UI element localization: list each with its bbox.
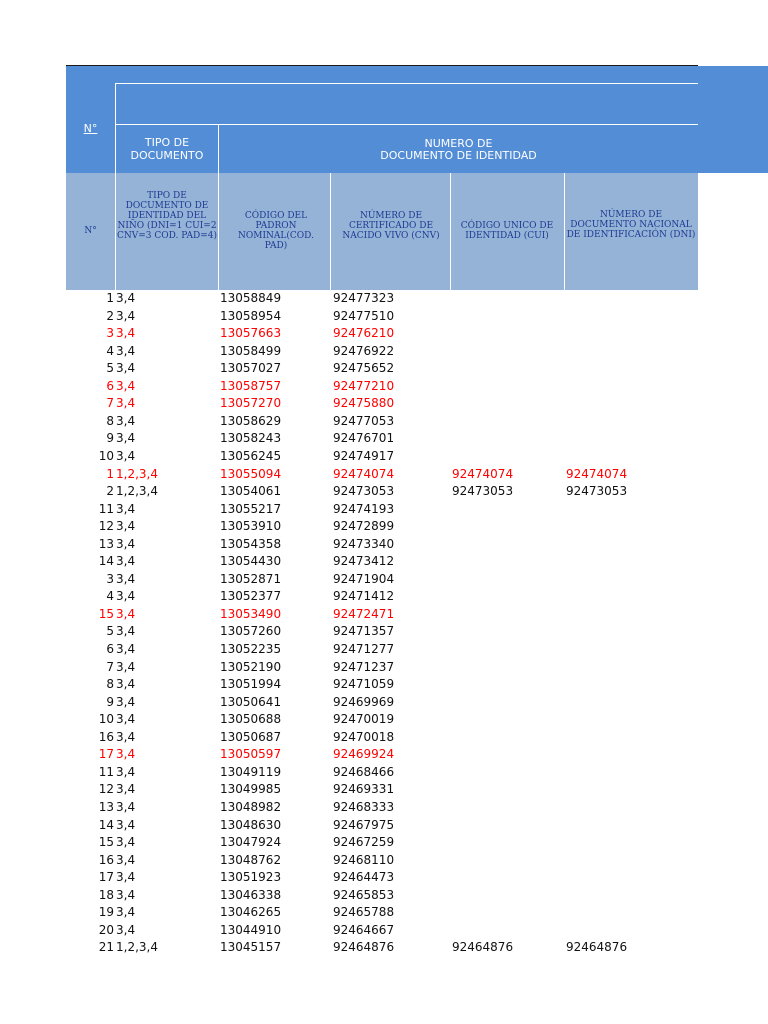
tipo-documento-cell: 3,4 [116, 922, 136, 937]
row-number: 6 [106, 378, 114, 393]
codigo-padron-cell: 13052871 [220, 571, 282, 586]
row-number: 18 [98, 887, 114, 902]
tipo-documento-cell: 3,4 [116, 589, 136, 604]
codigo-padron-cell: 13057270 [220, 396, 282, 411]
codigo-padron-cell: 13045157 [220, 940, 282, 955]
tipo-documento-cell: 3,4 [116, 431, 136, 446]
dni-cell: 92464876 [566, 940, 628, 955]
cnv-cell: 92471059 [333, 677, 395, 692]
table-row [66, 290, 698, 308]
codigo-padron-cell: 13056245 [220, 448, 282, 463]
table-row [66, 588, 698, 606]
codigo-padron-cell: 13053490 [220, 606, 282, 621]
row-number: 10 [98, 712, 114, 727]
table-row [66, 799, 698, 817]
table-row [66, 746, 698, 764]
codigo-padron-cell: 13047924 [220, 835, 282, 850]
codigo-padron-cell: 13051994 [220, 677, 282, 692]
codigo-padron-cell: 13050597 [220, 747, 282, 762]
subheader-cnv: NÚMERO DE CERTIFICADO DE NACIDO VIVO (CNV) [342, 211, 440, 241]
row-number: 15 [98, 606, 114, 621]
tipo-documento-cell: 3,4 [116, 694, 136, 709]
tipo-documento-cell: 3,4 [116, 343, 136, 358]
subheader-n: N° [84, 226, 97, 236]
table-row [66, 939, 698, 957]
tipo-documento-cell: 1,2,3,4 [116, 940, 158, 955]
codigo-padron-cell: 13057260 [220, 624, 282, 639]
subheader-tipo-documento: TIPO DE DOCUMENTO DE IDENTIDAD DEL NIÑO (DNI=1 CUI=2 CNV=3 COD. PAD=4) [117, 191, 217, 241]
row-number: 7 [106, 659, 114, 674]
codigo-padron-cell: 13058954 [220, 308, 282, 323]
cui-cell: 92474074 [452, 466, 514, 481]
codigo-padron-cell: 13055217 [220, 501, 282, 516]
codigo-padron-cell: 13058499 [220, 343, 282, 358]
cnv-cell: 92477323 [333, 291, 395, 305]
tipo-documento-cell: 3,4 [116, 413, 136, 428]
table-row [66, 781, 698, 799]
row-number: 15 [98, 835, 114, 850]
cnv-cell: 92467975 [333, 817, 395, 832]
table-row [66, 729, 698, 747]
row-number: 11 [98, 764, 114, 779]
cnv-cell: 92469331 [333, 782, 395, 797]
table-row [66, 483, 698, 501]
cnv-cell: 92477210 [333, 378, 395, 393]
row-number: 4 [106, 589, 114, 604]
row-number: 19 [98, 905, 114, 920]
header-numero-documento-2: DOCUMENTO DE IDENTIDAD [380, 149, 537, 162]
row-number: 5 [106, 624, 114, 639]
codigo-padron-cell: 13054430 [220, 554, 282, 569]
cnv-cell: 92471277 [333, 642, 395, 656]
subheader-cui: CÓDIGO UNICO DE IDENTIDAD (CUI) [460, 221, 554, 241]
header-n-label: N° [83, 122, 98, 135]
subheader-dni: NÚMERO DE DOCUMENTO NACIONAL DE IDENTIFICACIÓN (DNI) [566, 210, 696, 240]
row-number: 12 [98, 782, 114, 797]
codigo-padron-cell: 13049119 [220, 764, 282, 779]
row-number: 14 [98, 554, 114, 569]
cnv-cell: 92475652 [333, 361, 395, 376]
tipo-documento-cell: 3,4 [116, 747, 136, 762]
row-number: 14 [98, 817, 114, 832]
table-row [66, 694, 698, 712]
tipo-documento-cell: 3,4 [116, 519, 136, 534]
tipo-documento-cell: 3,4 [116, 536, 136, 551]
table-row [66, 360, 698, 378]
cnv-cell: 92473053 [333, 484, 395, 499]
table-row [66, 536, 698, 554]
row-number: 1 [106, 291, 114, 305]
codigo-padron-cell: 13049985 [220, 782, 282, 797]
table-row [66, 623, 698, 641]
cui-cell: 92464876 [452, 940, 514, 955]
row-number: 8 [106, 413, 114, 428]
cnv-cell: 92468333 [333, 799, 395, 814]
dni-cell: 92474074 [566, 466, 628, 481]
table-row [66, 518, 698, 536]
cnv-cell: 92475880 [333, 396, 395, 411]
table-row [66, 466, 698, 484]
cui-cell: 92473053 [452, 484, 514, 499]
cnv-cell: 92471904 [333, 571, 395, 586]
cnv-cell: 92474917 [333, 448, 395, 463]
row-number: 9 [106, 694, 114, 709]
row-number: 21 [98, 940, 114, 955]
table-row [66, 378, 698, 396]
tipo-documento-cell: 3,4 [116, 905, 136, 920]
tipo-documento-cell: 3,4 [116, 835, 136, 850]
row-number: 13 [98, 799, 114, 814]
table-row [66, 553, 698, 571]
header-gridline [116, 124, 698, 125]
tipo-documento-cell: 3,4 [116, 396, 136, 411]
row-number: 12 [98, 519, 114, 534]
codigo-padron-cell: 13044910 [220, 922, 282, 937]
cnv-cell: 92477053 [333, 413, 395, 428]
tipo-documento-cell: 3,4 [116, 870, 136, 885]
tipo-documento-cell: 3,4 [116, 729, 136, 744]
table-row [66, 852, 698, 870]
subheader-gridline [218, 173, 219, 290]
cnv-cell: 92468466 [333, 764, 395, 779]
tipo-documento-cell: 1,2,3,4 [116, 484, 158, 499]
table-row [66, 887, 698, 905]
cnv-cell: 92464667 [333, 922, 395, 937]
codigo-padron-cell: 13048982 [220, 799, 282, 814]
tipo-documento-cell: 3,4 [116, 378, 136, 393]
subheader-codigo-padron: CÓDIGO DEL PADRON NOMINAL(COD. PAD) [238, 211, 314, 251]
cnv-cell: 92471237 [333, 659, 395, 674]
row-number: 10 [98, 448, 114, 463]
codigo-padron-cell: 13046265 [220, 905, 282, 920]
codigo-padron-cell: 13050688 [220, 712, 282, 727]
codigo-padron-cell: 13050687 [220, 729, 282, 744]
tipo-documento-cell: 3,4 [116, 782, 136, 797]
tipo-documento-cell: 3,4 [116, 326, 136, 341]
cnv-cell: 92467259 [333, 835, 395, 850]
subheader-gridline [330, 173, 331, 290]
cnv-cell: 92464876 [333, 940, 395, 955]
tipo-documento-cell: 3,4 [116, 887, 136, 902]
table-row [66, 448, 698, 466]
codigo-padron-cell: 13050641 [220, 694, 282, 709]
codigo-padron-cell: 13054358 [220, 536, 282, 551]
row-number: 13 [98, 536, 114, 551]
cnv-cell: 92476701 [333, 431, 395, 446]
table-row [66, 413, 698, 431]
codigo-padron-cell: 13055094 [220, 466, 282, 481]
table-row [66, 659, 698, 677]
row-number: 5 [106, 361, 114, 376]
table-row [66, 430, 698, 448]
subheader-gridline [564, 173, 565, 290]
tipo-documento-cell: 3,4 [116, 448, 136, 463]
row-number: 20 [98, 922, 114, 937]
header-gridline [115, 83, 116, 173]
tipo-documento-cell: 1,2,3,4 [116, 466, 158, 481]
row-number: 16 [98, 729, 114, 744]
cnv-cell: 92474193 [333, 501, 395, 516]
cnv-cell: 92476210 [333, 326, 395, 341]
cnv-cell: 92468110 [333, 852, 395, 867]
cnv-cell: 92473412 [333, 554, 395, 569]
cnv-cell: 92472899 [333, 519, 395, 534]
row-number: 17 [98, 747, 114, 762]
tipo-documento-cell: 3,4 [116, 291, 136, 305]
table-row [66, 325, 698, 343]
cnv-cell: 92473340 [333, 536, 395, 551]
table-row [66, 343, 698, 361]
codigo-padron-cell: 13058849 [220, 291, 282, 305]
tipo-documento-cell: 3,4 [116, 361, 136, 376]
tipo-documento-cell: 3,4 [116, 571, 136, 586]
tipo-documento-cell: 3,4 [116, 764, 136, 779]
codigo-padron-cell: 13054061 [220, 484, 282, 499]
tipo-documento-cell: 3,4 [116, 799, 136, 814]
table-row [66, 869, 698, 887]
cnv-cell: 92469924 [333, 747, 395, 762]
cnv-cell: 92477510 [333, 308, 395, 323]
row-number: 4 [106, 343, 114, 358]
row-number: 8 [106, 677, 114, 692]
table-row [66, 834, 698, 852]
codigo-padron-cell: 13058757 [220, 378, 282, 393]
tipo-documento-cell: 3,4 [116, 817, 136, 832]
header-gridline [116, 83, 698, 84]
row-number: 3 [106, 326, 114, 341]
codigo-padron-cell: 13051923 [220, 870, 282, 885]
codigo-padron-cell: 13053910 [220, 519, 282, 534]
header-band-extension [698, 66, 768, 173]
cnv-cell: 92469969 [333, 694, 395, 709]
row-number: 16 [98, 852, 114, 867]
table-row [66, 711, 698, 729]
table-row [66, 817, 698, 835]
codigo-padron-cell: 13046338 [220, 887, 282, 902]
row-number: 17 [98, 870, 114, 885]
table-row [66, 606, 698, 624]
tipo-documento-cell: 3,4 [116, 659, 136, 674]
table-row [66, 904, 698, 922]
tipo-documento-cell: 3,4 [116, 624, 136, 639]
codigo-padron-cell: 13058243 [220, 431, 282, 446]
codigo-padron-cell: 13048762 [220, 852, 282, 867]
table-row [66, 922, 698, 940]
codigo-padron-cell: 13048630 [220, 817, 282, 832]
table-row [66, 641, 698, 659]
tipo-documento-cell: 3,4 [116, 501, 136, 516]
table-row [66, 676, 698, 694]
table-row [66, 308, 698, 326]
cnv-cell: 92472471 [333, 606, 395, 621]
tipo-documento-cell: 3,4 [116, 554, 136, 569]
row-number: 2 [106, 308, 114, 323]
header-tipo-documento: TIPO DE DOCUMENTO [130, 136, 204, 162]
cnv-cell: 92464473 [333, 870, 395, 885]
codigo-padron-cell: 13057663 [220, 326, 282, 341]
tipo-documento-cell: 3,4 [116, 308, 136, 323]
cnv-cell: 92471357 [333, 624, 395, 639]
tipo-documento-cell: 3,4 [116, 712, 136, 727]
tipo-documento-cell: 3,4 [116, 677, 136, 692]
codigo-padron-cell: 13052377 [220, 589, 282, 604]
codigo-padron-cell: 13057027 [220, 361, 282, 376]
table-row [66, 395, 698, 413]
table-row [66, 571, 698, 589]
table-row [66, 501, 698, 519]
header-numero-documento-1: NUMERO DE [424, 137, 493, 150]
dni-cell: 92473053 [566, 484, 628, 499]
cnv-cell: 92470018 [333, 729, 395, 744]
cnv-cell: 92470019 [333, 712, 395, 727]
codigo-padron-cell: 13052235 [220, 642, 282, 656]
tipo-documento-cell: 3,4 [116, 642, 136, 656]
row-number: 1 [106, 466, 114, 481]
cnv-cell: 92474074 [333, 466, 395, 481]
table-row [66, 764, 698, 782]
row-number: 3 [106, 571, 114, 586]
subheader-gridline [450, 173, 451, 290]
row-number: 9 [106, 431, 114, 446]
codigo-padron-cell: 13052190 [220, 659, 282, 674]
cnv-cell: 92476922 [333, 343, 395, 358]
row-number: 2 [106, 484, 114, 499]
cnv-cell: 92471412 [333, 589, 395, 604]
row-number: 11 [98, 501, 114, 516]
cnv-cell: 92465853 [333, 887, 395, 902]
codigo-padron-cell: 13058629 [220, 413, 282, 428]
tipo-documento-cell: 3,4 [116, 606, 136, 621]
row-number: 6 [106, 642, 114, 656]
tipo-documento-cell: 3,4 [116, 852, 136, 867]
row-number: 7 [106, 396, 114, 411]
cnv-cell: 92465788 [333, 905, 395, 920]
